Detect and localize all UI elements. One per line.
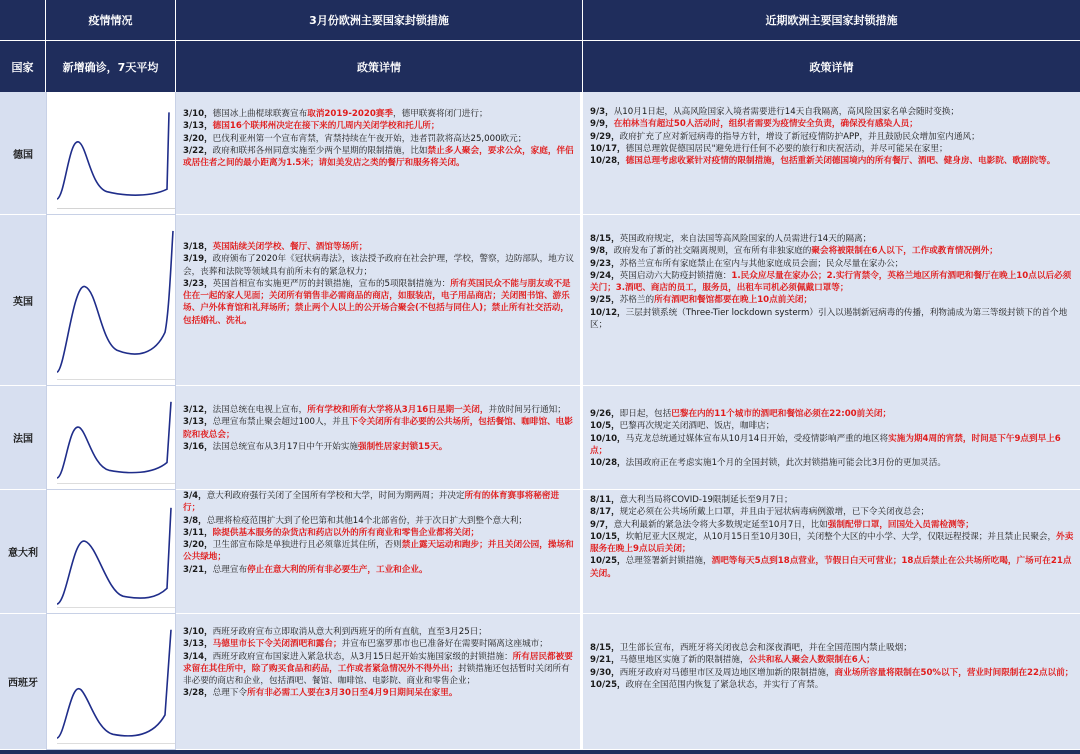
policy-text: 英国政府规定，来自法国等高风险国家的人员需进行14天的隔离； [619, 234, 872, 244]
policy-date: 3/10， [183, 627, 213, 637]
new-cases-chart-cell [46, 92, 176, 215]
policy-entry [183, 638, 574, 650]
policy-text-highlight: 所有居民都被要求留在其住所中，除了购买食品和药品，工作或者紧急情况外不得外出； [183, 651, 573, 674]
policy-text: 苏格兰宣布所有家庭禁止在室内与其他家庭成员会面；民众尽量在家办公； [619, 258, 904, 269]
policy-date: 10/25， [590, 679, 626, 690]
policy-date: 10/28， [590, 156, 626, 167]
policy-text-highlight: 停止在意大利的所有非必要生产，工业和企业。 [247, 564, 428, 575]
policy-text: 巴伐利亚州第一个宣布宵禁，宵禁持续在午夜开始，违者罚款将高达25,000欧元； [212, 133, 527, 144]
recent-measures-cell [583, 215, 1080, 386]
policy-entry [590, 131, 1074, 143]
policy-entry [590, 106, 1074, 118]
policy-date: 3/13， [183, 639, 213, 650]
policy-entry [590, 667, 1074, 679]
header-country: 国家 [0, 40, 46, 92]
header-epidemic: 疫情情况 [46, 0, 176, 40]
policy-entry [183, 241, 574, 253]
policy-text: 三层封锁系统（Three-Tier lockdown systerm）引入以遏制新冠病毒的传播，利物浦成为第三等级封锁下的首个地区； [590, 307, 1068, 331]
policy-text-highlight: 所有非必需工人要在3月30日至4月9日期间呆在家里。 [247, 688, 458, 699]
policy-date: 3/8， [183, 515, 207, 526]
policy-date: 3/12， [183, 405, 213, 415]
new-cases-sparkline [57, 498, 175, 608]
recent-measures-cell [583, 386, 1080, 490]
policy-entry [183, 404, 574, 416]
bottom-rule [0, 750, 1080, 754]
policy-date: 9/26， [590, 409, 620, 419]
country-label: 意大利 [0, 490, 46, 614]
policy-text-highlight: 马德里市长下令关闭酒吧和露台； [212, 639, 342, 650]
policy-date: 3/20， [183, 133, 213, 144]
policy-text-highlight: 在柏林当有超过50人活动时，组织者需要为疫情安全负责，确保没有感染人员； [613, 119, 918, 130]
policy-date: 3/19， [183, 254, 213, 265]
policy-date: 3/22， [183, 145, 213, 156]
country-label: 英国 [0, 215, 46, 386]
policy-text-highlight: 1.民众应尽量在家办公；2.实行宵禁令，英格兰地区所有酒吧和餐厅在晚上10点以后必须关门；3.酒吧、商店的员工，服务员，出租车司机必须佩戴口罩等； [590, 270, 1072, 294]
policy-date: 9/25， [590, 295, 620, 306]
policy-entry [183, 651, 574, 688]
policy-text: 法国政府正在考虑实施1个月的全国封锁，此次封锁措施可能会比3月份的更加灵活。 [625, 458, 946, 469]
policy-text: 政府扩充了应对新冠病毒的指导方针，增设了新冠疫情防护APP，并且鼓励民众增加室内通风； [619, 131, 980, 142]
policy-text: 政府颁布了2020年《冠状病毒法》，该法授予政府在社会护理，学校，警察，边防部队，地方议会，丧葬和法院等领域具有前所未有的紧急权力； [183, 254, 574, 277]
policy-text-highlight: 英国陆续关闭学校、餐厅、酒馆等场所； [212, 242, 368, 252]
policy-text: 总理宣布 [212, 564, 248, 575]
policy-entry [183, 133, 574, 145]
policy-text-highlight: 禁止露天运动和跑步；并且关闭公园，操场和公共绿地； [183, 540, 574, 563]
policy-entry [590, 270, 1074, 295]
recent-measures-cell [583, 490, 1080, 614]
policy-date: 10/25， [590, 556, 626, 567]
policy-date: 3/23， [183, 278, 213, 289]
sparkline-curve [57, 231, 173, 372]
policy-entry [590, 494, 1074, 506]
policy-text: 即日起，包括 [619, 409, 672, 419]
policy-date: 3/20， [183, 540, 213, 551]
policy-entry [183, 253, 574, 278]
policy-date: 10/15， [590, 531, 626, 542]
policy-text: 意大利最新的紧急法令将大多数规定延至10月7日，比如 [613, 519, 828, 530]
policy-text: 英国首相宣布实施更严厉的封锁措施，宣布的5项限制措施为： [212, 278, 451, 289]
policy-entry [590, 307, 1074, 332]
policy-text: 马德里地区实施了新的限制措施， [619, 655, 749, 666]
policy-entry [590, 654, 1074, 666]
policy-text-highlight: 巴黎在内的11个城市的酒吧和餐馆必须在22:00前关闭； [671, 409, 892, 419]
policy-entry [590, 408, 1074, 420]
policy-text: 苏格兰的 [619, 295, 655, 306]
policy-entry [590, 258, 1074, 270]
header-recent-measures: 近期欧洲主要国家封锁措施 [583, 0, 1080, 40]
policy-entry [590, 294, 1074, 306]
policy-date: 3/14， [183, 651, 213, 662]
header-new-cases: 新增确诊，7天平均 [46, 40, 176, 92]
new-cases-sparkline [57, 100, 175, 209]
header-corner [0, 0, 46, 40]
policy-text-highlight: 强制配带口罩，回国处入员需检测等； [827, 519, 974, 530]
sparkline-curve [57, 630, 171, 738]
policy-text-highlight: 强制性居家封锁15天。 [357, 441, 448, 452]
policy-date: 3/13， [183, 121, 213, 132]
policy-date: 9/3， [590, 107, 614, 117]
policy-date: 8/17， [590, 507, 620, 518]
policy-date: 10/28， [590, 458, 626, 469]
policy-date: 9/23， [590, 258, 620, 269]
policy-date: 3/28， [183, 688, 213, 699]
policy-entry [590, 433, 1074, 458]
policy-entry [590, 531, 1074, 556]
new-cases-chart-cell [46, 490, 176, 614]
policy-entry [183, 515, 574, 527]
policy-entry [590, 642, 1074, 654]
policy-date: 3/10， [183, 109, 213, 119]
policy-text-highlight: 取消2019-2020赛季 [307, 109, 393, 119]
header-policy-detail-march: 政策详情 [176, 40, 583, 92]
policy-text: 西班牙政府宣布立即取消从意大利到西班牙的所有直航，直至3月25日； [212, 627, 487, 637]
policy-date: 9/29， [590, 131, 620, 142]
policy-text: 德国冰上曲棍球联赛宣布 [212, 109, 308, 119]
policy-entry [590, 143, 1074, 155]
policy-entry [590, 233, 1074, 245]
policy-date: 9/7， [590, 519, 614, 530]
new-cases-sparkline [57, 223, 175, 380]
policy-entry [183, 564, 574, 576]
policy-entry [183, 441, 574, 453]
policy-text-highlight: 所有的体育赛事将秘密进行； [183, 491, 560, 514]
sparkline-curve [57, 508, 171, 604]
policy-text: 总理宣布禁止聚会超过100人，并且 [212, 417, 350, 428]
policy-text: 巴黎再次规定关闭酒吧、饭店，咖啡店； [619, 421, 775, 432]
policy-date: 3/13， [183, 417, 213, 428]
policy-text-highlight: 下令关闭所有非必要的公共场所，包括餐馆、咖啡馆、电影院和夜总会； [183, 417, 573, 440]
policy-date: 3/4， [183, 491, 207, 501]
policy-text: 坎帕尼亚大区规定，从10月15日至10月30日，关闭整个大区的中小学、大学，仅限远程授课；并且禁止民聚会， [625, 531, 1057, 542]
policy-entry [183, 687, 574, 699]
policy-entry [590, 457, 1074, 469]
country-label: 德国 [0, 92, 46, 215]
policy-entry [183, 527, 574, 539]
policy-text: 马克龙总统通过媒体宣布从10月14日开始，受疫情影响严重的地区将 [625, 433, 889, 444]
policy-entry [183, 626, 574, 638]
new-cases-chart-cell [46, 614, 176, 750]
policy-text: 法国总统宣布从3月17日中午开始实施 [212, 441, 358, 452]
policy-entry [183, 416, 574, 441]
policy-date: 8/15， [590, 234, 620, 244]
header-march-measures: 3月份欧洲主要国家封锁措施 [176, 0, 583, 40]
policy-date: 10/5， [590, 421, 620, 432]
march-measures-cell [176, 386, 582, 490]
policy-text: 从10月1日起，从高风险国家入境者需要进行14天自我隔离，高风险国家名单会随时变换； [613, 107, 960, 117]
policy-text-highlight: 公共和私人聚会人数限制在6人； [748, 655, 875, 666]
new-cases-chart-cell [46, 386, 176, 490]
policy-entry [183, 490, 574, 515]
march-measures-cell [176, 92, 582, 215]
policy-text: 总理签署新封锁措施， [625, 556, 712, 567]
policy-text-highlight: 德国总理考虑收紧针对疫情的限制措施，包括重新关闭德国境内的所有餐厅、酒吧、健身房、电影院、歌剧院等。 [625, 156, 1056, 167]
policy-text-highlight: 所有英国民众不能与朋友或不是住在一起的家人见面；关闭所有销售非必需商品的商店，如服装店，电子用品商店；关闭图书馆、游乐场、户外体育馆和礼拜场所；禁止两个人以上的公开场合聚会(不包括与同住人)；禁止所有社交活动，包括婚礼、洗礼。 [183, 278, 571, 326]
march-measures-cell [176, 215, 582, 386]
policy-text: 西班牙政府宣布国家进入紧急状态，从3月15日起开始实施国家级的封锁措施： [212, 651, 513, 662]
policy-text: 总理下令 [212, 688, 248, 699]
policy-text-highlight: 外卖服务在晚上9点以后关闭； [590, 531, 1074, 555]
policy-date: 9/30， [590, 667, 620, 678]
policy-text-highlight: 所有酒吧和餐馆都要在晚上10点前关闭； [654, 295, 813, 306]
policy-text-highlight: 酒吧等每天5点到18点营业，节假日白天可营业；18点后禁止在公共场所吃喝，广场可在21点关闭。 [590, 556, 1072, 579]
policy-date: 8/15， [590, 643, 620, 653]
policy-date: 9/24， [590, 270, 620, 281]
policy-date: 9/8， [590, 246, 614, 257]
policy-date: 10/12， [590, 307, 626, 318]
policy-text-highlight: 所有学校和所有大学将从3月16日星期一关闭， [307, 405, 489, 415]
policy-text-highlight: 商业场所容量将限制在50%以下，营业时间限制在22点以前； [834, 667, 1074, 678]
policy-entry [590, 118, 1074, 130]
policy-entry [590, 679, 1074, 691]
policy-entry [590, 555, 1074, 580]
sparkline-curve [57, 112, 169, 199]
policy-date: 3/16， [183, 441, 213, 452]
policy-text: 德国总理敦促德国居民"避免进行任何不必要的旅行和庆祝活动，并尽可能呆在家里； [625, 143, 948, 154]
new-cases-chart-cell [46, 215, 176, 386]
policy-text-highlight: 实施为期4周的宵禁，时间是下午9点到早上6点； [590, 433, 1061, 456]
policy-text: 并宣布巴塞罗那市也已准备好在需要时隔离这座城市； [341, 639, 548, 650]
policy-text: 西班牙政府对马德里市区及周边地区增加新的限制措施， [619, 667, 835, 678]
policy-text: 政府发布了新的社交隔离规则，宣布所有非独家庭的 [613, 246, 812, 257]
sparkline-curve [57, 402, 171, 478]
policy-entry [183, 278, 574, 327]
policy-entry [590, 519, 1074, 531]
policy-entry [183, 539, 574, 564]
policy-date: 8/11， [590, 495, 620, 505]
header-policy-detail-recent: 政策详情 [583, 40, 1080, 92]
policy-text: 卫生部长宣布，西班牙将关闭夜总会和深夜酒吧，并在全国范围内禁止吸烟； [619, 643, 912, 653]
policy-date: 10/10， [590, 433, 626, 444]
policy-text: 并放时间另行通知； [488, 405, 566, 415]
policy-entry [590, 506, 1074, 518]
policy-text-highlight: 聚会将被限制在6人以下，工作或教育情况例外； [811, 246, 998, 257]
policy-date: 3/21， [183, 564, 213, 575]
policy-text-highlight: 除提供基本服务的杂货店和药店以外的所有商业和零售企业都将关闭； [212, 527, 480, 538]
policy-text: 规定必须在公共场所戴上口罩，并且由于冠状病毒病例激增，已下令关闭夜总会； [619, 507, 930, 518]
policy-date: 3/11， [183, 527, 213, 538]
policy-entry [183, 108, 574, 120]
policy-text: 政府在全国范围内恢复了紧急状态，并实行了宵禁。 [625, 679, 824, 690]
policy-entry [590, 420, 1074, 432]
policy-text: ，德甲联赛将闭门进行； [393, 109, 488, 119]
policy-text: 英国启动六大防疫封锁措施： [619, 270, 732, 281]
policy-text: 封锁措施还包括暂时关闭所有非必要的商店和企业，包括酒吧、餐馆、咖啡馆、电影院、商业和零售企业； [183, 663, 570, 687]
march-measures-cell [176, 614, 582, 750]
recent-measures-cell [583, 92, 1080, 215]
policy-text: 政府和联邦各州同意实施至少两个星期的限制措施，比如 [212, 145, 428, 156]
recent-measures-cell [583, 614, 1080, 750]
policy-date: 10/17， [590, 143, 626, 154]
policy-text-highlight: 德国16个联邦州决定在接下来的几周内关闭学校和托儿所； [212, 121, 440, 132]
policy-text: 卫生部宣布除是单独进行且必须靠近其住所，否则 [212, 540, 402, 551]
march-measures-cell [176, 490, 582, 614]
policy-entry [183, 120, 574, 132]
policy-entry [590, 155, 1074, 167]
policy-text: 法国总统在电视上宣布， [212, 405, 308, 415]
policy-entry [590, 245, 1074, 257]
new-cases-sparkline [57, 622, 175, 744]
policy-text: 意大利政府强行关闭了全国所有学校和大学，时间为期两周；并决定 [206, 491, 465, 501]
policy-date: 3/18， [183, 242, 213, 252]
policy-text-highlight: 禁止多人聚会，要求公众，家庭，伴侣或居住者之间的最小距离为1.5米；请如美发店之类的餐厅和服务将关闭。 [183, 145, 574, 169]
country-label: 法国 [0, 386, 46, 490]
country-label: 西班牙 [0, 614, 46, 750]
new-cases-sparkline [57, 394, 175, 484]
policy-date: 9/9， [590, 119, 614, 130]
policy-text: 总理将检疫范围扩大到了伦巴第和其他14个北部省份，并于次日扩大到整个意大利； [206, 515, 528, 526]
policy-entry [183, 145, 574, 170]
policy-text: 意大利当局将COVID-19限制延长至9月7日； [619, 495, 793, 505]
policy-date: 9/21， [590, 655, 620, 666]
